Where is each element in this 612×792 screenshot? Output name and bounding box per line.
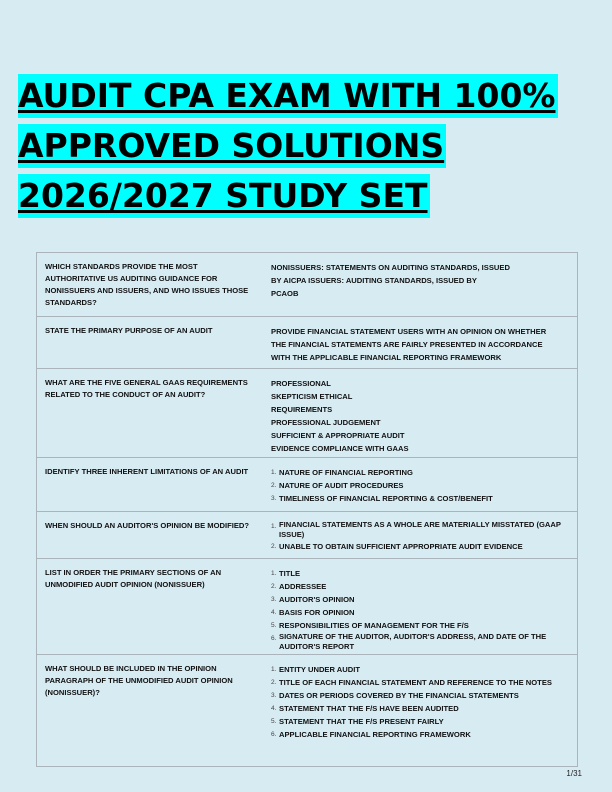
answer-list: [271, 663, 575, 741]
answer-cell: [261, 317, 577, 368]
list-item: 5. RESPONSIBILITIES OF MANAGEMENT FOR THE F/S: [271, 621, 469, 630]
answer-line: PCAOB: [271, 289, 299, 298]
question-cell: WHICH STANDARDS PROVIDE THE MOST AUTHORITATIVE US AUDITING GUIDANCE FOR NONISSUERS AND ISSUERS, AND WHO ISSUES THOSE STANDARDS?: [45, 262, 249, 307]
list-item: 2. NATURE OF AUDIT PROCEDURES: [271, 481, 404, 490]
question-cell: LIST IN ORDER THE PRIMARY SECTIONS OF AN UNMODIFIED AUDIT OPINION (NONISSUER): [45, 568, 222, 589]
question-cell: STATE THE PRIMARY PURPOSE OF AN AUDIT: [45, 326, 213, 335]
list-item: 3. TIMELINESS OF FINANCIAL REPORTING & COST/BENEFIT: [271, 494, 493, 503]
answer-line: NONISSUERS: STATEMENTS ON AUDITING STANDARDS, ISSUED: [271, 263, 510, 272]
qa-table: [36, 252, 578, 767]
answer-cell: [261, 253, 577, 316]
answer-line: WITH THE APPLICABLE FINANCIAL REPORTING FRAMEWORK: [271, 353, 502, 362]
answer-line: PROFESSIONAL JUDGEMENT: [271, 418, 381, 427]
qa-row: [37, 558, 577, 654]
page-number: 1/31: [566, 769, 582, 778]
answer-line: SKEPTICISM ETHICAL: [271, 392, 353, 401]
qa-row: [37, 457, 577, 511]
document-title: [18, 74, 598, 224]
answer-line: BY AICPA ISSUERS: AUDITING STANDARDS, ISSUED BY: [271, 276, 477, 285]
list-item: 4. BASIS FOR OPINION: [271, 608, 355, 617]
qa-row: [37, 316, 577, 368]
answer-cell: [261, 458, 577, 511]
title-line-3: 2026/2027 STUDY SET: [18, 174, 430, 218]
list-item: 5. STATEMENT THAT THE F/S PRESENT FAIRLY: [271, 717, 444, 726]
list-item: 1. NATURE OF FINANCIAL REPORTING: [271, 468, 413, 477]
answer-cell: [261, 559, 577, 654]
answer-line: PROVIDE FINANCIAL STATEMENT USERS WITH AN OPINION ON WHETHER: [271, 327, 547, 336]
answer-cell: [261, 369, 577, 457]
answer-line: SUFFICIENT & APPROPRIATE AUDIT: [271, 431, 405, 440]
answer-line: PROFESSIONAL: [271, 379, 331, 388]
answer-list: [271, 567, 575, 652]
qa-row: [37, 654, 577, 766]
answer-list: [271, 466, 575, 505]
answer-line: EVIDENCE COMPLIANCE WITH GAAS: [271, 444, 409, 453]
qa-row: [37, 511, 577, 558]
list-item: 1. TITLE: [271, 569, 301, 578]
qa-row: [37, 368, 577, 457]
list-item: 6. SIGNATURE OF THE AUDITOR, AUDITOR'S ADDRESS, AND DATE OF THE AUDITOR'S REPORT: [271, 632, 547, 651]
list-item: 6. APPLICABLE FINANCIAL REPORTING FRAMEWORK: [271, 730, 471, 739]
list-item: 2. UNABLE TO OBTAIN SUFFICIENT APPROPRIATE AUDIT EVIDENCE: [271, 542, 523, 551]
list-item: 2. ADDRESSEE: [271, 582, 327, 591]
question-cell: WHEN SHOULD AN AUDITOR'S OPINION BE MODIFIED?: [45, 521, 250, 530]
list-item: 3. AUDITOR'S OPINION: [271, 595, 355, 604]
list-item: 4. STATEMENT THAT THE F/S HAVE BEEN AUDITED: [271, 704, 459, 713]
title-line-1: AUDIT CPA EXAM WITH 100%: [18, 74, 558, 118]
question-cell: IDENTIFY THREE INHERENT LIMITATIONS OF AN AUDIT: [45, 467, 249, 476]
answer-cell: [261, 655, 577, 766]
answer-cell: [261, 512, 577, 558]
list-item: 3. DATES OR PERIODS COVERED BY THE FINANCIAL STATEMENTS: [271, 691, 519, 700]
title-line-2: APPROVED SOLUTIONS: [18, 124, 446, 168]
list-item: 2. TITLE OF EACH FINANCIAL STATEMENT AND REFERENCE TO THE NOTES: [271, 678, 552, 687]
answer-list: [271, 520, 575, 553]
question-cell: WHAT SHOULD BE INCLUDED IN THE OPINION PARAGRAPH OF THE UNMODIFIED AUDIT OPINION (NONISSUER)?: [45, 664, 233, 697]
qa-row: [37, 253, 577, 316]
answer-line: THE FINANCIAL STATEMENTS ARE FAIRLY PRESENTED IN ACCORDANCE: [271, 340, 543, 349]
answer-line: REQUIREMENTS: [271, 405, 333, 414]
question-cell: WHAT ARE THE FIVE GENERAL GAAS REQUIREMENTS RELATED TO THE CONDUCT OF AN AUDIT?: [45, 378, 248, 399]
list-item: 1. FINANCIAL STATEMENTS AS A WHOLE ARE MATERIALLY MISSTATED (GAAP ISSUE): [271, 520, 561, 539]
list-item: 1. ENTITY UNDER AUDIT: [271, 665, 361, 674]
